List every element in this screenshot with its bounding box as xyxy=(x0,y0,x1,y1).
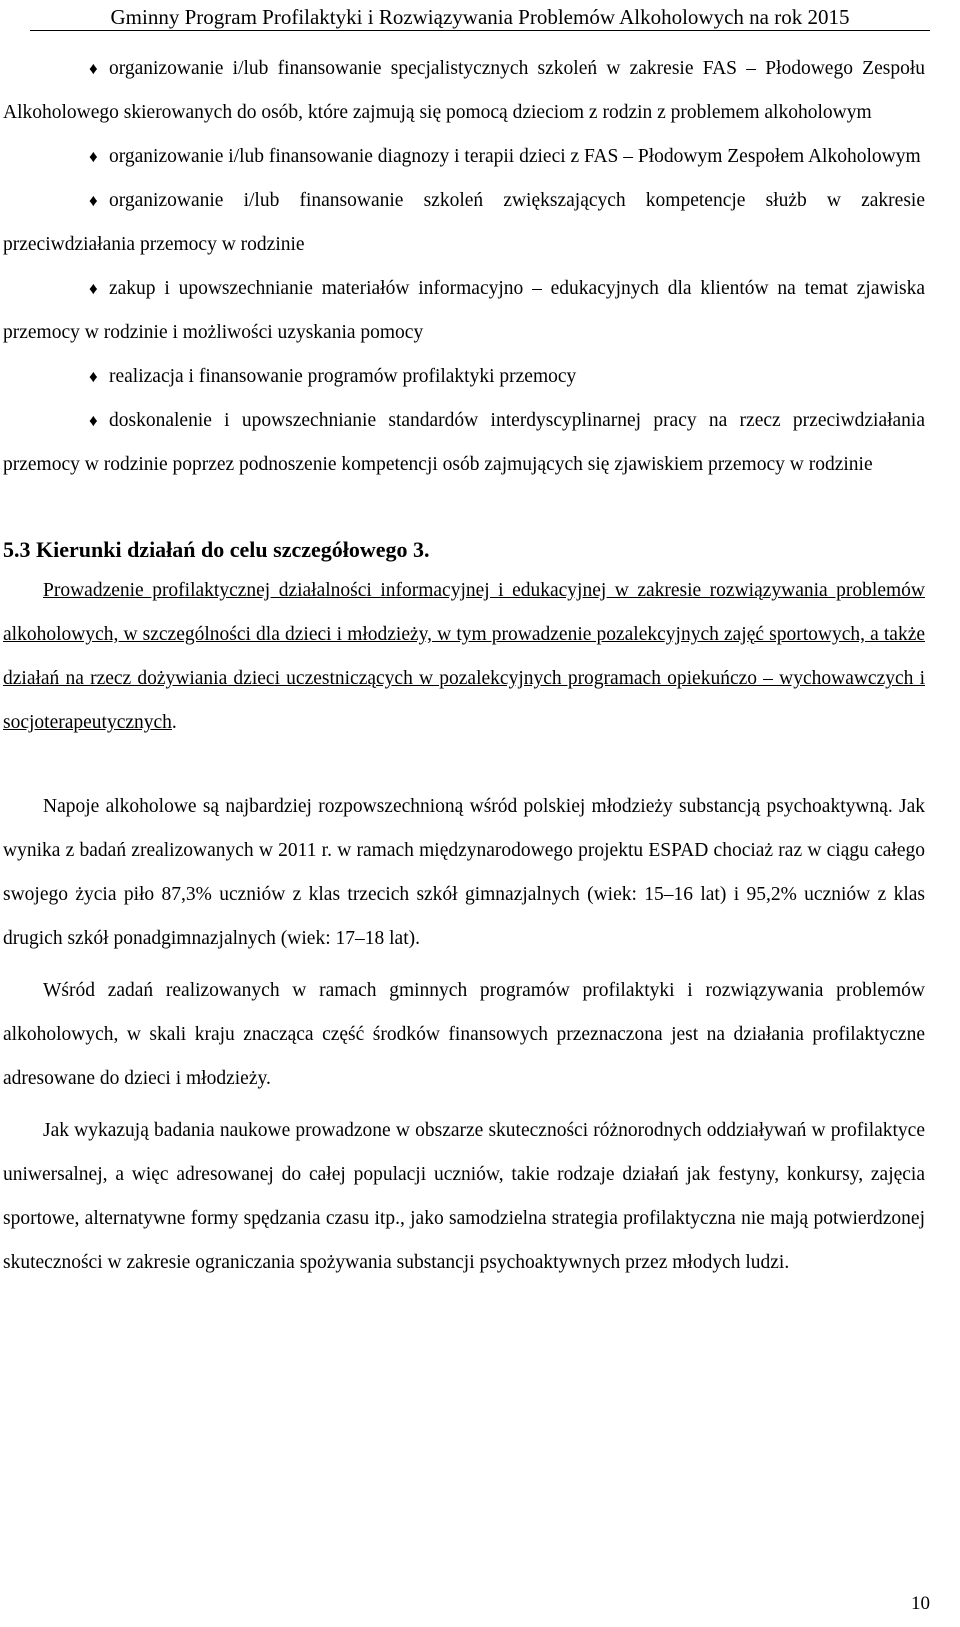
list-item xyxy=(3,179,925,267)
list-item-text: zakup i upowszechnianie materiałów informacyjno – edukacyjnych dla klientów na temat zjawiska przemocy w rodzinie i możliwości uzyskania pomocy xyxy=(3,278,925,343)
list-item xyxy=(3,135,925,179)
paragraph: Wśród zadań realizowanych w ramach gminnych programów profilaktyki i rozwiązywania problemów alkoholowych, w skali kraju znacząca część środków finansowych przeznaczona jest na działania profilaktyczne adresowane do dzieci i młodzieży. xyxy=(3,980,925,1089)
list-item xyxy=(3,355,925,399)
diamond-bullet-icon: ♦ xyxy=(89,147,98,166)
diamond-bullet-icon: ♦ xyxy=(89,411,98,430)
page-number: 10 xyxy=(911,1593,930,1614)
section-goal-end: . xyxy=(171,712,177,733)
list-item-text: organizowanie i/lub finansowanie diagnozy i terapii dzieci z FAS – Płodowym Zespołem Alkoholowym xyxy=(109,146,921,167)
section-goal xyxy=(3,569,925,745)
diamond-bullet-icon: ♦ xyxy=(89,367,98,386)
diamond-bullet-icon: ♦ xyxy=(89,191,98,210)
list-item-text: organizowanie i/lub finansowanie szkoleń zwiększających kompetencje służb w zakresie przeciwdziałania przemocy w rodzinie xyxy=(3,190,925,255)
bullet-list xyxy=(3,47,925,487)
paragraph: Napoje alkoholowe są najbardziej rozpowszechnioną wśród polskiej młodzieży substancją psychoaktywną. Jak wynika z badań zrealizowanych w 2011 r. w ramach międzynarodowego projektu ESPAD chociaż raz w ciągu całego swojego życia piło 87,3% uczniów z klas trzecich szkół gimnazjalnych (wiek: 15–16 lat) i 95,2% uczniów z klas drugich szkół ponadgimnazjalnych (wiek: 17–18 lat). xyxy=(3,796,925,949)
section-heading: 5.3 Kierunki działań do celu szczegółowego 3. xyxy=(3,537,430,562)
section-goal-text: Prowadzenie profilaktycznej działalności informacyjnej i edukacyjnej w zakresie rozwiązywania problemów alkoholowych, w szczególności dla dzieci i młodzieży, w tym prowadzenie pozalekcyjnych zajęć sportowych, a także działań na rzecz dożywiania dzieci uczestniczących w pozalekcyjnych programach opiekuńczo – wychowawczych i socjoterapeutycznych xyxy=(3,580,925,733)
list-item-text: doskonalenie i upowszechnianie standardów interdyscyplinarnej pracy na rzecz przeciwdziałania przemocy w rodzinie poprzez podnoszenie kompetencji osób zajmujących się zjawiskiem przemocy w rodzinie xyxy=(3,410,925,475)
paragraph: Jak wykazują badania naukowe prowadzone w obszarze skuteczności różnorodnych oddziaływań w profilaktyce uniwersalnej, a więc adresowanej do całej populacji uczniów, takie rodzaje działań jak festyny, konkursy, zajęcia sportowe, alternatywne formy spędzania czasu itp., jako samodzielna strategia profilaktyczna nie mają potwierdzonej skuteczności w zakresie ograniczania spożywania substancji psychoaktywnych przez młodych ludzi. xyxy=(3,1120,925,1273)
list-item xyxy=(3,267,925,355)
page-header: Gminny Program Profilaktyki i Rozwiązywania Problemów Alkoholowych na rok 2015 xyxy=(30,4,930,31)
list-item xyxy=(3,47,925,135)
diamond-bullet-icon: ♦ xyxy=(89,59,98,78)
diamond-bullet-icon: ♦ xyxy=(89,279,98,298)
document-body xyxy=(3,47,925,1285)
list-item-text: organizowanie i/lub finansowanie specjalistycznych szkoleń w zakresie FAS – Płodowego Zespołu Alkoholowego skierowanych do osób, które zajmują się pomocą dzieciom z rodzin z problemem alkoholowym xyxy=(3,58,925,123)
list-item xyxy=(3,399,925,487)
list-item-text: realizacja i finansowanie programów profilaktyki przemocy xyxy=(109,366,577,387)
